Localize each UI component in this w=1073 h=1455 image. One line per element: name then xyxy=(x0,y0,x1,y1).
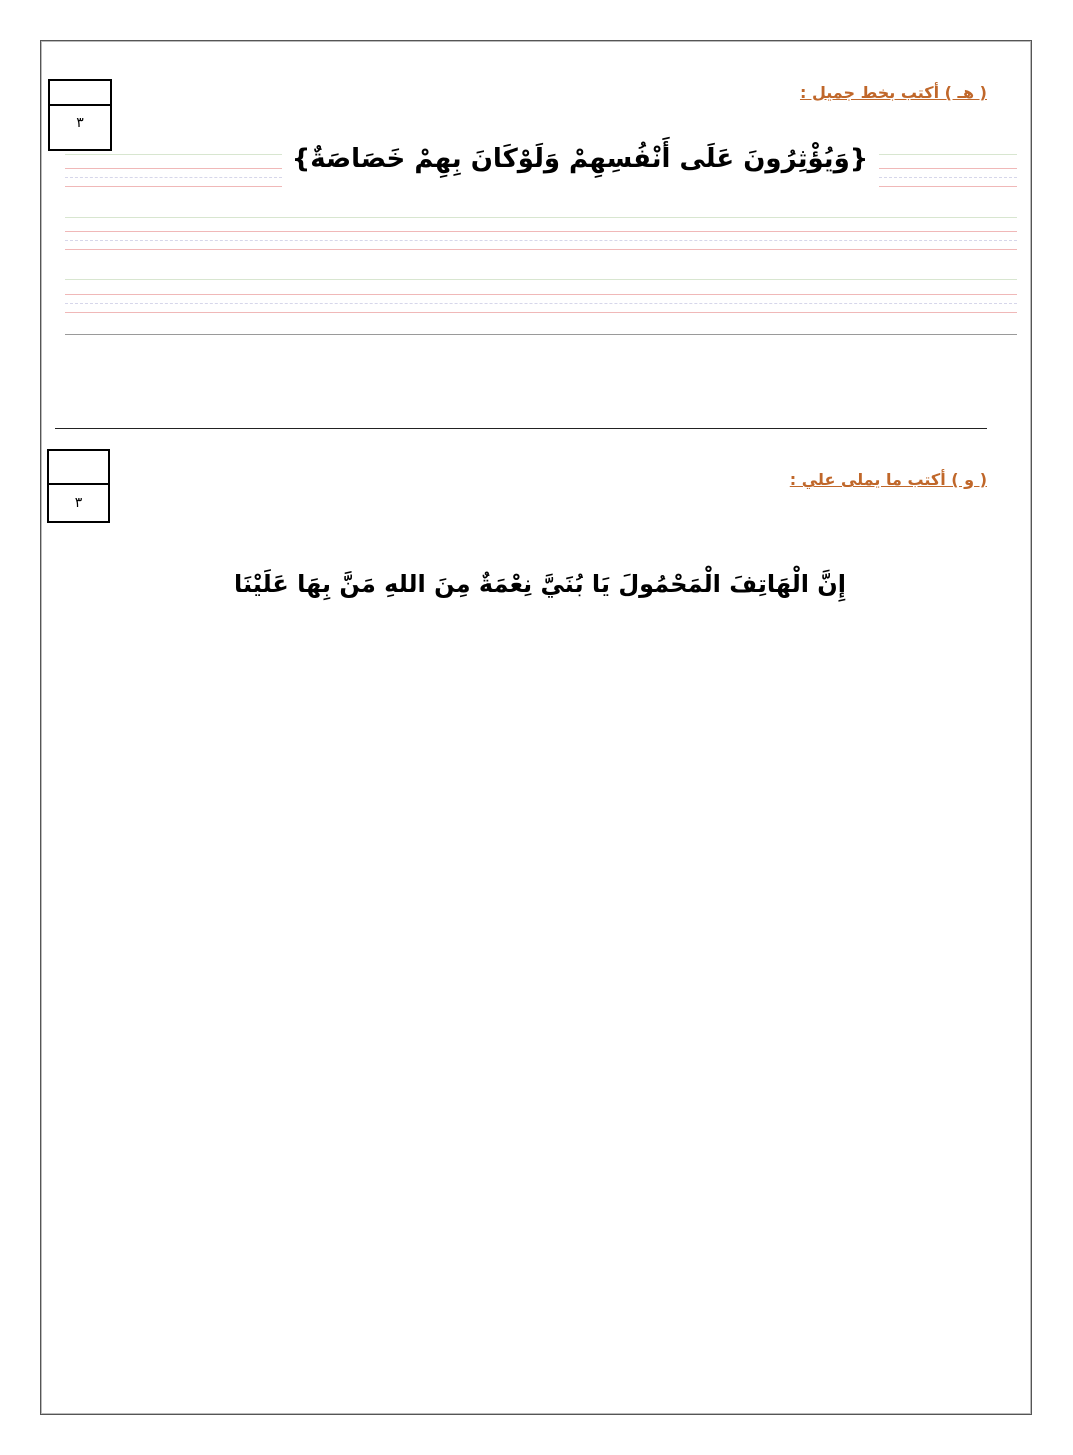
guide-line xyxy=(65,312,1017,313)
guide-line xyxy=(65,154,282,155)
guide-line xyxy=(65,303,1017,304)
section-h-heading: ( هـ ) أكتب بخط جميل : xyxy=(799,83,987,102)
guide-line xyxy=(65,217,1017,218)
guide-line xyxy=(65,249,1017,250)
guide-line xyxy=(65,177,282,178)
mark-value: ٣ xyxy=(76,115,84,131)
guide-line xyxy=(65,279,1017,280)
verse-text: {وَيُؤْثِرُونَ عَلَى أَنْفُسِهِمْ وَلَوْكَانَ بِهِمْ خَصَاصَةٌ} xyxy=(291,144,869,174)
mark-box-divider xyxy=(49,483,108,485)
guide-line xyxy=(65,168,282,169)
section-w-heading: ( و ) أكتب ما يملى علي : xyxy=(789,470,987,489)
guide-line xyxy=(65,334,1017,335)
page-border xyxy=(40,40,1032,1415)
guide-line xyxy=(65,294,1017,295)
guide-line xyxy=(879,177,1017,178)
guide-line xyxy=(879,154,1017,155)
guide-line xyxy=(65,240,1017,241)
mark-value: ٣ xyxy=(74,495,83,511)
section-separator xyxy=(55,428,987,429)
mark-box-section-h xyxy=(48,79,112,151)
guide-line xyxy=(65,186,282,187)
mark-box-divider xyxy=(50,104,110,106)
mark-box-section-w xyxy=(47,449,110,523)
guide-line xyxy=(879,186,1017,187)
dictation-sentence: إِنَّ الْهَاتِفَ الْمَحْمُولَ يَا بُنَيَّ نِعْمَةٌ مِنَ اللهِ مَنَّ بِهَا عَلَيْنَا xyxy=(233,570,847,598)
guide-line xyxy=(65,231,1017,232)
guide-line xyxy=(879,168,1017,169)
